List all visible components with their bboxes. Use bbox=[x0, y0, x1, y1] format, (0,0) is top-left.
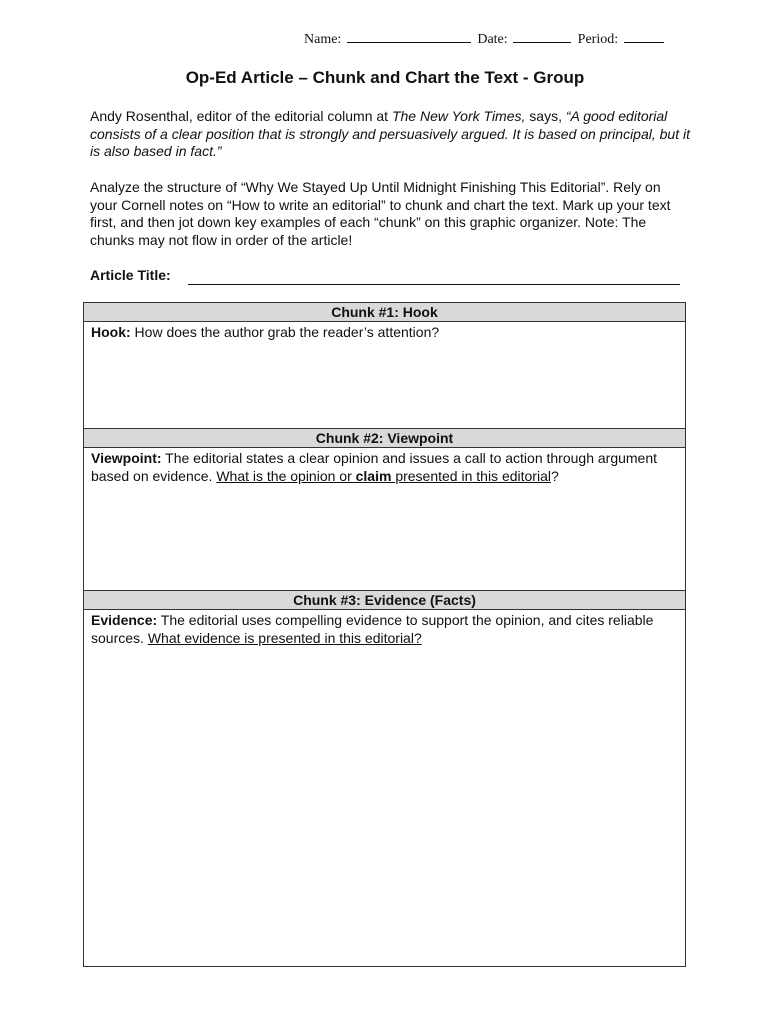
article-title-blank[interactable] bbox=[188, 284, 680, 285]
chunk-2-question-claim: claim bbox=[355, 467, 392, 484]
chunk-2-question-part-1: What is the opinion or bbox=[216, 467, 356, 484]
chunk-2-question-part-2: presented in this editorial bbox=[391, 467, 551, 484]
instructions-paragraph: Analyze the structure of “Why We Stayed Up Until Midnight Finishing This Editorial”. Rely on your Cornell notes on “How to write an editorial” to chunk and chart the text. Mark up your text first, and then jot down key examples of each “chunk” on this graphic organizer. Note: The chunks may not flow in order of the article! bbox=[90, 179, 671, 248]
chunk-2-question bbox=[216, 468, 551, 484]
intro-quote: “A good editorial consists of a clear position that is strongly and persuasively argued. It is based on principal, but it is also based in fact.” bbox=[90, 108, 690, 160]
article-title-label: Article Title: bbox=[90, 267, 171, 283]
page-title: Op-Ed Article – Chunk and Chart the Text - Group bbox=[185, 68, 585, 87]
chunk-1-prompt: How does the author grab the reader’s attention? bbox=[130, 324, 440, 340]
intro-text-2: says, bbox=[525, 108, 566, 124]
intro-text-1: Andy Rosenthal, editor of the editorial column at bbox=[90, 108, 392, 124]
chunk-3-response-area[interactable] bbox=[84, 610, 685, 966]
chunk-3-question: What evidence is presented in this editorial? bbox=[147, 629, 422, 646]
chunk-3-prompt: The editorial uses compelling evidence to support the opinion, and cites reliable sources. bbox=[91, 612, 654, 646]
intro-paragraph bbox=[90, 108, 690, 161]
name-label: Name: bbox=[304, 32, 342, 47]
chunk-3-label: Evidence: bbox=[91, 612, 158, 628]
chunk-1-response-area[interactable] bbox=[84, 322, 685, 429]
chunk-2-prompt: The editorial states a clear opinion and issues a call to action through argument based on evidence. bbox=[91, 450, 658, 484]
period-blank[interactable] bbox=[624, 30, 664, 43]
chunk-3-header: Chunk #3: Evidence (Facts) bbox=[84, 591, 685, 610]
chunk-2-question-mark: ? bbox=[550, 467, 559, 484]
student-info-line bbox=[304, 30, 667, 48]
chunk-1-label: Hook: bbox=[91, 324, 131, 340]
date-blank[interactable] bbox=[513, 30, 571, 43]
period-label: Period: bbox=[577, 32, 619, 47]
date-label: Date: bbox=[477, 32, 508, 47]
chunk-1-header: Chunk #1: Hook bbox=[84, 303, 685, 322]
chunk-2-response-area[interactable] bbox=[84, 448, 685, 591]
chunk-2-label: Viewpoint: bbox=[91, 450, 162, 466]
chunk-2-header: Chunk #2: Viewpoint bbox=[84, 429, 685, 448]
publication-name: The New York Times, bbox=[391, 108, 526, 124]
chunk-organizer-table bbox=[83, 302, 686, 967]
name-blank[interactable] bbox=[347, 30, 471, 43]
